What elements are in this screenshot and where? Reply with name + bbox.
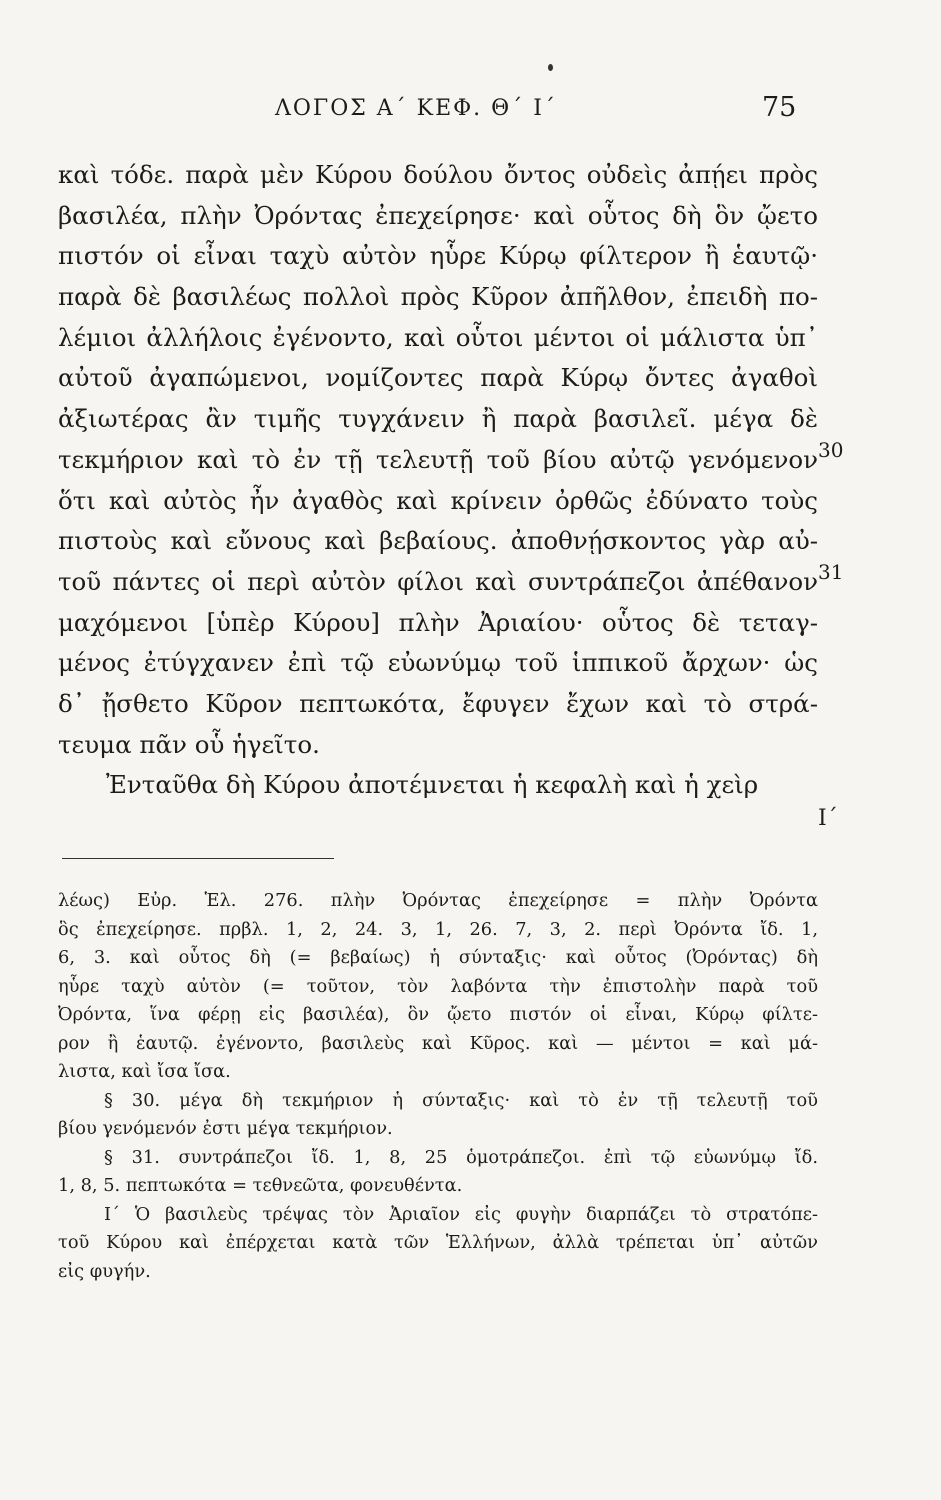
text-line: πιστόν οἱ εἶναι ταχὺ αὐτὸν ηὗρε Κύρῳ φίλτερον ἢ ἑαυτῷ·	[58, 241, 818, 271]
note-line: 1, 8, 5. πεπτωκότα = τεθνεῶτα, φονευθέντα.	[58, 1175, 463, 1196]
text-line: καὶ τόδε. παρὰ μὲν Κύρου δούλου ὄντος οὐδεὶς ἀπῄει πρὸς	[58, 160, 818, 189]
note-line: εἰς φυγήν.	[58, 1260, 151, 1282]
footnote-rule	[62, 858, 334, 859]
page-header	[0, 92, 941, 132]
text-line: παρὰ δὲ βασιλέως πολλοὶ πρὸς Κῦρον ἀπῆλθον, ἐπειδὴ πο-	[58, 282, 818, 312]
note-line: λιστα, καὶ ἴσα ἴσα.	[58, 1061, 231, 1082]
note-line: βίου γενόμενόν ἐστι μέγα τεκμήριον.	[58, 1118, 393, 1139]
text-line: αὐτοῦ ἀγαπώμενοι, νομίζοντες παρὰ Κύρῳ ὄντες ἀγαθοὶ	[58, 363, 818, 393]
note-line: 6, 3. καὶ οὗτος δὴ (= βεβαίως) ἡ σύνταξις· καὶ οὗτος (Ὀρόντας) δὴ	[58, 947, 818, 968]
note-line: τοῦ Κύρου καὶ ἐπέρχεται κατὰ τῶν Ἑλλήνων, ἀλλὰ τρέπεται ὑπ᾽ αὐτῶν	[58, 1232, 818, 1253]
text-line: μαχόμενοι [ὑπὲρ Κύρου] πλὴν Ἀριαίου· οὗτος δὲ τεταγ-	[58, 607, 818, 637]
margin-section-number: 31	[818, 560, 844, 584]
margin-section-number: 30	[818, 438, 844, 462]
page-number: 75	[762, 92, 797, 123]
text-line: τοῦ πάντες οἱ περὶ αὐτὸν φίλοι καὶ συντράπεζοι ἀπέθανον	[58, 566, 818, 596]
running-title: ΛΟΓΟΣ Α΄ ΚΕΦ. Θ΄ Ι΄	[275, 96, 557, 121]
note-line: ὃς ἐπεχείρησε. πρβλ. 1, 2, 24. 3, 1, 26. 7, 3, 2. περὶ Ὀρόντα ἴδ. 1,	[58, 918, 818, 940]
note-line: § 30. μέγα δὴ τεκμήριον ἡ σύνταξις· καὶ τὸ ἐν τῇ τελευτῇ τοῦ	[104, 1089, 818, 1111]
text-line: λέμιοι ἀλλήλοις ἐγένοντο, καὶ οὗτοι μέντοι οἱ μάλιστα ὑπ᾽	[58, 322, 818, 352]
text-line: βασιλέα, πλὴν Ὀρόντας ἐπεχείρησε· καὶ οὗτος δὴ ὃν ᾤετο	[58, 200, 818, 230]
main-text	[58, 155, 818, 806]
note-line: Ι΄ Ὁ βασιλεὺς τρέψας τὸν Ἀριαῖον εἰς φυγὴν διαρπάζει τὸ στρατόπε-	[104, 1203, 818, 1225]
note-line: λέως) Εὐρ. Ἑλ. 276. πλὴν Ὀρόντας ἐπεχείρησε = πλὴν Ὀρόντα	[58, 890, 818, 911]
note-line: Ὀρόντα, ἵνα φέρῃ εἰς βασιλέα), ὃν ᾤετο πιστόν οἱ εἶναι, Κύρῳ φίλτε-	[58, 1004, 818, 1025]
footnotes	[58, 887, 818, 1286]
margin-chapter-number: Ι΄	[818, 806, 838, 831]
text-line: τεκμήριον καὶ τὸ ἐν τῇ τελευτῇ τοῦ βίου αὐτῷ γενόμενον	[58, 444, 818, 474]
text-line: δ᾽ ᾔσθετο Κῦρον πεπτωκότα, ἔφυγεν ἔχων καὶ τὸ στρά-	[58, 688, 818, 718]
text-line: πιστοὺς καὶ εὔνους καὶ βεβαίους. ἀποθνῄσκοντος γὰρ αὐ-	[58, 526, 818, 556]
text-line: Ἐνταῦθα δὴ Κύρου ἀποτέμνεται ἡ κεφαλὴ καὶ ἡ χεὶρ	[106, 770, 759, 800]
ink-dot	[548, 64, 553, 71]
text-line: ὅτι καὶ αὐτὸς ἦν ἀγαθὸς καὶ κρίνειν ὀρθῶς ἐδύνατο τοὺς	[58, 485, 818, 515]
note-line: § 31. συντράπεζοι ἴδ. 1, 8, 25 ὁμοτράπεζοι. ἐπὶ τῷ εὐωνύμῳ ἴδ.	[104, 1146, 818, 1168]
note-line: ηὗρε ταχὺ αὐτὸν (= τοῦτον, τὸν λαβόντα τὴν ἐπιστολὴν παρὰ τοῦ	[58, 975, 818, 997]
text-line: μένος ἐτύγχανεν ἐπὶ τῷ εὐωνύμῳ τοῦ ἱππικοῦ ἄρχων· ὡς	[58, 648, 818, 678]
text-line: τευμα πᾶν οὗ ἡγεῖτο.	[58, 729, 320, 759]
note-line: ρον ἢ ἑαυτῷ. ἐγένοντο, βασιλεὺς καὶ Κῦρος. καὶ — μέντοι = καὶ μά-	[58, 1032, 818, 1054]
text-line: ἀξιωτέρας ἂν τιμῆς τυγχάνειν ἢ παρὰ βασιλεῖ. μέγα δὲ	[58, 404, 818, 434]
